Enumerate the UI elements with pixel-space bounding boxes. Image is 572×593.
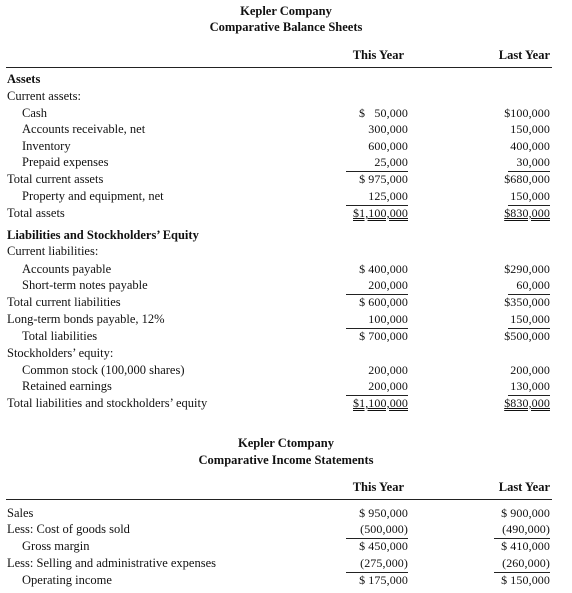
value-last: $500,000 [504,329,550,343]
value-this: 200,000 [368,379,408,393]
income-statement-title: Comparative Income Statements [198,453,374,467]
value-last: 150,000 [510,122,550,136]
row-label: Total current liabilities [7,295,121,309]
value-this: (500,000) [360,522,408,536]
row-label: Accounts receivable, net [22,122,146,136]
row-label: Total current assets [7,172,104,186]
row-label: Operating income [22,573,112,587]
value-this: 100,000 [368,312,408,326]
value-last: $ 410,000 [501,539,550,553]
value-this: $ 50,000 [359,106,408,120]
value-this: $ 450,000 [359,539,408,553]
section-liabilities: Liabilities and Stockholders’ Equity [7,228,199,242]
value-this: $ 950,000 [359,506,408,520]
value-last-total: $830,000 [504,396,550,410]
value-last: 130,000 [510,379,550,393]
row-label: Current liabilities: [7,244,99,258]
row-label: Prepaid expenses [22,155,109,169]
row-label: Retained earnings [22,379,112,393]
row-label: Property and equipment, net [22,189,164,203]
row-label: Total liabilities and stockholders’ equity [7,396,208,410]
value-last: $680,000 [504,172,550,186]
col-this-year: This Year [352,480,404,494]
value-this: 25,000 [374,155,408,169]
row-label: Short-term notes payable [22,278,148,292]
value-last: 30,000 [516,155,550,169]
value-this: $ 600,000 [359,295,408,309]
value-last: $290,000 [504,262,550,276]
section-assets: Assets [7,72,41,86]
value-this: 125,000 [368,189,408,203]
col-last-year: Last Year [498,480,550,494]
value-last: 200,000 [510,363,550,377]
header-rule [6,67,552,68]
value-last: 400,000 [510,139,550,153]
value-this: 600,000 [368,139,408,153]
value-last: 150,000 [510,312,550,326]
row-label: Accounts payable [22,262,112,276]
value-this: $ 175,000 [359,573,408,587]
value-last: $350,000 [504,295,550,309]
value-this-total: $1,100,000 [353,396,408,410]
col-last-year: Last Year [498,48,550,62]
value-last: 150,000 [510,189,550,203]
value-last: (490,000) [502,522,550,536]
row-label: Current assets: [7,89,81,103]
row-label: Total assets [7,206,65,220]
value-last: $100,000 [504,106,550,120]
value-last: (260,000) [502,556,550,570]
value-this: $ 975,000 [359,172,408,186]
row-label: Less: Selling and administrative expenses [7,556,216,570]
value-last: $ 900,000 [501,506,550,520]
value-last: 60,000 [516,278,550,292]
row-label: Less: Cost of goods sold [7,522,130,536]
header-rule [6,499,552,500]
row-label: Common stock (100,000 shares) [22,363,185,377]
col-this-year: This Year [352,48,404,62]
balance-sheet-title: Comparative Balance Sheets [209,20,363,34]
row-label: Gross margin [22,539,90,553]
row-label: Stockholders’ equity: [7,346,114,360]
row-label: Long-term bonds payable, 12% [7,312,165,326]
value-this: $ 700,000 [359,329,408,343]
row-label: Sales [7,506,34,520]
value-this-total: $1,100,000 [353,206,408,220]
balance-sheet-company: Kepler Company [240,4,332,18]
income-statement-company: Kepler Ctompany [238,436,334,450]
row-label: Total liabilities [22,329,98,343]
value-last-total: $830,000 [504,206,550,220]
value-last: $ 150,000 [501,573,550,587]
value-this: 200,000 [368,278,408,292]
row-label: Cash [22,106,47,120]
value-this: 200,000 [368,363,408,377]
value-this: $ 400,000 [359,262,408,276]
row-label: Inventory [22,139,71,153]
value-this: 300,000 [368,122,408,136]
value-this: (275,000) [360,556,408,570]
